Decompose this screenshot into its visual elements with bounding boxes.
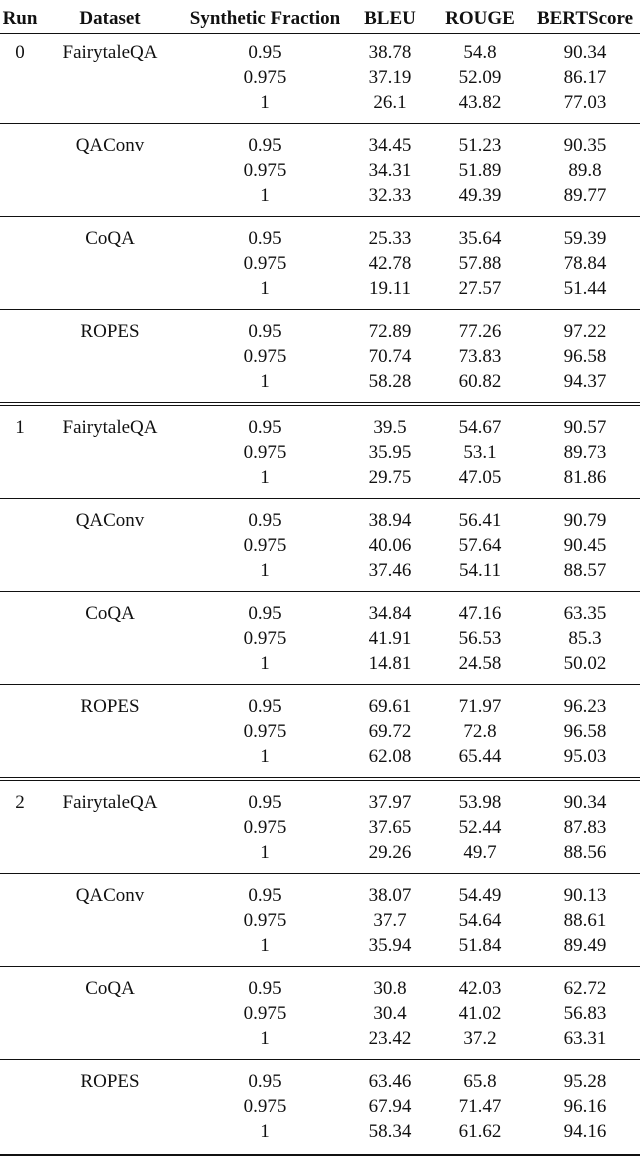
bertscore-cell: 90.45 [563,535,607,556]
rouge-cell: 54.64 [458,910,502,931]
rouge-cell: 37.2 [463,1028,497,1049]
synthetic-fraction-cell: 1 [260,560,270,581]
bertscore-cell: 96.16 [563,1096,607,1117]
group-rule [0,1059,640,1060]
rouge-cell: 42.03 [458,978,502,999]
dataset-name: CoQA [85,603,135,624]
table-row [0,719,640,744]
bleu-cell: 34.84 [368,603,412,624]
bertscore-cell: 90.57 [563,417,607,438]
rouge-cell: 65.44 [458,746,502,767]
bleu-cell: 67.94 [368,1096,412,1117]
rouge-cell: 51.23 [458,135,502,156]
synthetic-fraction-cell: 1 [260,185,270,206]
synthetic-fraction-cell: 0.975 [243,1003,287,1024]
header-dataset: Dataset [79,8,141,29]
run-number: 0 [15,42,25,63]
bertscore-cell: 51.44 [563,278,607,299]
bertscore-cell: 90.35 [563,135,607,156]
bertscore-cell: 90.34 [563,42,607,63]
table-row [0,344,640,369]
synthetic-fraction-cell: 0.95 [248,510,282,531]
synthetic-fraction-cell: 0.95 [248,1071,282,1092]
bertscore-cell: 94.37 [563,371,607,392]
table-row [0,976,640,1001]
synthetic-fraction-cell: 0.975 [243,442,287,463]
table-row [0,601,640,626]
dataset-name: ROPES [80,1071,140,1092]
bertscore-cell: 89.49 [563,935,607,956]
bleu-cell: 40.06 [368,535,412,556]
bertscore-cell: 88.57 [563,560,607,581]
table-row [0,651,640,676]
dataset-name: QAConv [75,885,145,906]
header-rule [0,33,640,34]
table-row [0,369,640,394]
group-rule [0,873,640,874]
rouge-cell: 35.64 [458,228,502,249]
rouge-cell: 53.1 [463,442,497,463]
bleu-cell: 72.89 [368,321,412,342]
synthetic-fraction-cell: 1 [260,746,270,767]
bleu-cell: 37.7 [373,910,407,931]
rouge-cell: 65.8 [463,1071,497,1092]
bertscore-cell: 56.83 [563,1003,607,1024]
header-bertscore: BERTScore [536,8,634,29]
rouge-cell: 27.57 [458,278,502,299]
rouge-cell: 49.39 [458,185,502,206]
table-row [0,744,640,769]
bleu-cell: 38.94 [368,510,412,531]
table-row [0,533,640,558]
bleu-cell: 29.75 [368,467,412,488]
bertscore-cell: 90.34 [563,792,607,813]
synthetic-fraction-cell: 1 [260,842,270,863]
bleu-cell: 37.46 [368,560,412,581]
rouge-cell: 49.7 [463,842,497,863]
group-rule [0,123,640,124]
bleu-cell: 70.74 [368,346,412,367]
synthetic-fraction-cell: 0.975 [243,253,287,274]
synthetic-fraction-cell: 0.975 [243,628,287,649]
bleu-cell: 42.78 [368,253,412,274]
bleu-cell: 41.91 [368,628,412,649]
synthetic-fraction-cell: 0.95 [248,696,282,717]
group-rule [0,591,640,592]
bleu-cell: 34.31 [368,160,412,181]
rouge-cell: 51.84 [458,935,502,956]
dataset-name: CoQA [85,228,135,249]
bleu-cell: 19.11 [368,278,412,299]
synthetic-fraction-cell: 1 [260,278,270,299]
synthetic-fraction-cell: 1 [260,1028,270,1049]
table-row [0,1001,640,1026]
rouge-cell: 61.62 [458,1121,502,1142]
synthetic-fraction-cell: 0.95 [248,135,282,156]
bleu-cell: 38.78 [368,42,412,63]
group-rule [0,498,640,499]
synthetic-fraction-cell: 0.95 [248,885,282,906]
table-row [0,1094,640,1119]
group-rule [0,216,640,217]
bertscore-cell: 90.13 [563,885,607,906]
rouge-cell: 71.47 [458,1096,502,1117]
run-separator-rule [0,777,640,778]
rouge-cell: 53.98 [458,792,502,813]
bertscore-cell: 50.02 [563,653,607,674]
table-row [0,815,640,840]
synthetic-fraction-cell: 0.975 [243,160,287,181]
table-row [0,415,640,440]
bertscore-cell: 85.3 [568,628,602,649]
rouge-cell: 60.82 [458,371,502,392]
bertscore-cell: 89.8 [568,160,602,181]
synthetic-fraction-cell: 0.975 [243,1096,287,1117]
bleu-cell: 35.95 [368,442,412,463]
group-rule [0,309,640,310]
dataset-name: FairytaleQA [62,417,158,438]
rouge-cell: 52.44 [458,817,502,838]
dataset-name: QAConv [75,510,145,531]
synthetic-fraction-cell: 0.95 [248,321,282,342]
rouge-cell: 71.97 [458,696,502,717]
table-row [0,1026,640,1051]
bleu-cell: 69.61 [368,696,412,717]
table-row [0,883,640,908]
bertscore-cell: 88.61 [563,910,607,931]
bleu-cell: 62.08 [368,746,412,767]
dataset-name: FairytaleQA [62,42,158,63]
rouge-cell: 72.8 [463,721,497,742]
header-rouge: ROUGE [445,8,515,29]
table-row [0,626,640,651]
table-row [0,226,640,251]
bertscore-cell: 95.03 [563,746,607,767]
table-row [0,908,640,933]
bleu-cell: 23.42 [368,1028,412,1049]
bleu-cell: 35.94 [368,935,412,956]
table-row [0,790,640,815]
rouge-cell: 54.11 [458,560,502,581]
bertscore-cell: 63.31 [563,1028,607,1049]
synthetic-fraction-cell: 1 [260,92,270,113]
bertscore-cell: 97.22 [563,321,607,342]
bleu-cell: 37.65 [368,817,412,838]
bertscore-cell: 96.58 [563,346,607,367]
bleu-cell: 29.26 [368,842,412,863]
table-row [0,465,640,490]
rouge-cell: 54.49 [458,885,502,906]
dataset-name: QAConv [75,135,145,156]
bleu-cell: 25.33 [368,228,412,249]
synthetic-fraction-cell: 0.95 [248,417,282,438]
table-row [0,276,640,301]
rouge-cell: 73.83 [458,346,502,367]
table-row [0,158,640,183]
header-row [0,6,640,31]
bleu-cell: 37.97 [368,792,412,813]
bleu-cell: 14.81 [368,653,412,674]
run-number: 1 [15,417,25,438]
rouge-cell: 54.8 [463,42,497,63]
table-row [0,133,640,158]
rouge-cell: 47.05 [458,467,502,488]
rouge-cell: 52.09 [458,67,502,88]
bleu-cell: 30.4 [373,1003,407,1024]
header-synthetic-fraction: Synthetic Fraction [189,8,341,29]
rouge-cell: 77.26 [458,321,502,342]
table-row [0,694,640,719]
run-separator-rule [0,780,640,781]
bleu-cell: 39.5 [373,417,407,438]
bertscore-cell: 78.84 [563,253,607,274]
bleu-cell: 69.72 [368,721,412,742]
bertscore-cell: 96.23 [563,696,607,717]
dataset-name: ROPES [80,696,140,717]
bleu-cell: 30.8 [373,978,407,999]
synthetic-fraction-cell: 0.95 [248,228,282,249]
synthetic-fraction-cell: 0.975 [243,817,287,838]
synthetic-fraction-cell: 0.975 [243,346,287,367]
synthetic-fraction-cell: 1 [260,467,270,488]
synthetic-fraction-cell: 1 [260,653,270,674]
synthetic-fraction-cell: 1 [260,371,270,392]
table-row [0,90,640,115]
bertscore-cell: 89.73 [563,442,607,463]
bertscore-cell: 89.77 [563,185,607,206]
bertscore-cell: 62.72 [563,978,607,999]
dataset-name: ROPES [80,321,140,342]
bertscore-cell: 81.86 [563,467,607,488]
bertscore-cell: 59.39 [563,228,607,249]
synthetic-fraction-cell: 1 [260,935,270,956]
bertscore-cell: 96.58 [563,721,607,742]
table-row [0,1069,640,1094]
table-row [0,508,640,533]
synthetic-fraction-cell: 0.975 [243,67,287,88]
table-row [0,183,640,208]
rouge-cell: 54.67 [458,417,502,438]
bertscore-cell: 94.16 [563,1121,607,1142]
synthetic-fraction-cell: 0.975 [243,721,287,742]
bleu-cell: 32.33 [368,185,412,206]
rouge-cell: 57.88 [458,253,502,274]
table-row [0,840,640,865]
synthetic-fraction-cell: 0.95 [248,792,282,813]
table-row [0,251,640,276]
rouge-cell: 57.64 [458,535,502,556]
bleu-cell: 38.07 [368,885,412,906]
run-number: 2 [15,792,25,813]
dataset-name: CoQA [85,978,135,999]
rouge-cell: 41.02 [458,1003,502,1024]
synthetic-fraction-cell: 0.975 [243,535,287,556]
group-rule [0,684,640,685]
rouge-cell: 56.53 [458,628,502,649]
bleu-cell: 63.46 [368,1071,412,1092]
synthetic-fraction-cell: 0.95 [248,978,282,999]
header-run: Run [2,8,38,29]
bertscore-cell: 90.79 [563,510,607,531]
table-row [0,1119,640,1144]
bleu-cell: 34.45 [368,135,412,156]
rouge-cell: 51.89 [458,160,502,181]
run-separator-rule [0,405,640,406]
table-row [0,558,640,583]
synthetic-fraction-cell: 0.95 [248,42,282,63]
bertscore-cell: 87.83 [563,817,607,838]
rouge-cell: 24.58 [458,653,502,674]
synthetic-fraction-cell: 1 [260,1121,270,1142]
synthetic-fraction-cell: 0.95 [248,603,282,624]
synthetic-fraction-cell: 0.975 [243,910,287,931]
bleu-cell: 37.19 [368,67,412,88]
bertscore-cell: 63.35 [563,603,607,624]
header-bleu: BLEU [364,8,416,29]
table-row [0,40,640,65]
rouge-cell: 47.16 [458,603,502,624]
table-row [0,933,640,958]
bleu-cell: 58.34 [368,1121,412,1142]
dataset-name: FairytaleQA [62,792,158,813]
rouge-cell: 56.41 [458,510,502,531]
table-row [0,440,640,465]
table-row [0,65,640,90]
bertscore-cell: 86.17 [563,67,607,88]
table-row [0,319,640,344]
bertscore-cell: 95.28 [563,1071,607,1092]
rouge-cell: 43.82 [458,92,502,113]
bleu-cell: 26.1 [373,92,407,113]
bleu-cell: 58.28 [368,371,412,392]
bertscore-cell: 88.56 [563,842,607,863]
run-separator-rule [0,402,640,403]
bertscore-cell: 77.03 [563,92,607,113]
group-rule [0,966,640,967]
